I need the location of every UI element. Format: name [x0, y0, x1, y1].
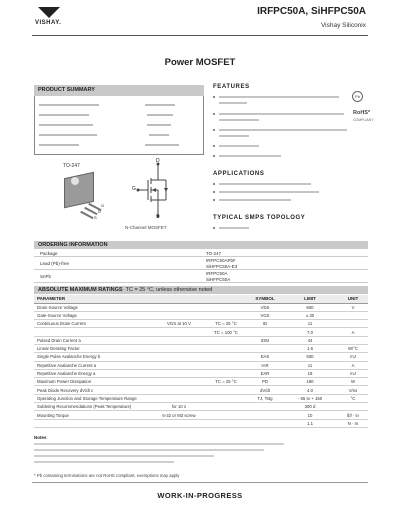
- amr-cell-parameter: Maximum Power Dissipation: [34, 378, 154, 386]
- amr-cell-unit: W/°C: [338, 344, 368, 352]
- page-title: Power MOSFET: [164, 57, 236, 68]
- footer-text: WORK-IN-PROGRESS: [157, 491, 243, 500]
- amr-cell-unit: °C: [338, 394, 368, 402]
- amr-cell-parameter: Linear Derating Factor: [34, 344, 154, 352]
- amr-cell-limit: 7.0: [282, 328, 338, 336]
- package-pin-s: S: [94, 215, 97, 220]
- amr-cell-unit: [338, 311, 368, 319]
- amr-row: [34, 419, 368, 427]
- amr-cell-unit: lbf · in: [338, 411, 368, 419]
- ordering-row-snpb: SnPb IRFPC50A SiHFPC50A: [34, 270, 368, 283]
- amr-cell-parameter: Gate-Source Voltage: [34, 311, 154, 319]
- part-number: IRFPC50A, SiHFPC50A: [257, 6, 366, 17]
- amr-cell-condition-2: [204, 411, 248, 419]
- amr-row: [34, 411, 368, 419]
- amr-cell-unit: V: [338, 303, 368, 311]
- amr-row: [34, 303, 368, 311]
- amr-cell-symbol: EAR: [248, 369, 282, 377]
- amr-cell-symbol: [248, 344, 282, 352]
- amr-cell-condition: [154, 378, 204, 386]
- amr-cell-parameter: [34, 328, 154, 336]
- amr-cell-symbol: [248, 328, 282, 336]
- amr-cell-condition: 6-32 or M3 screw: [154, 411, 204, 419]
- amr-cell-condition-2: TC = 25 °C: [204, 378, 248, 386]
- amr-cell-symbol: EAS: [248, 353, 282, 361]
- amr-row: [34, 311, 368, 319]
- rohs-compliant-label: COMPLIANT: [353, 118, 374, 122]
- amr-cell-symbol: IDM: [248, 336, 282, 344]
- features-title: FEATURES: [213, 84, 250, 90]
- ordering-row-package: Package TO-247: [34, 250, 368, 257]
- mosfet-label: N-Channel MOSFET: [125, 225, 167, 230]
- amr-row: [34, 336, 368, 344]
- amr-cell-parameter: Continuous Drain Current: [34, 320, 154, 328]
- rohs-badge: RoHS*: [353, 110, 371, 116]
- amr-col-limit: LIMIT: [282, 295, 338, 303]
- amr-cell-parameter: Single Pulse Avalanche Energy b: [34, 353, 154, 361]
- amr-cell-limit: 600: [282, 303, 338, 311]
- amr-cell-limit: 300 d: [282, 403, 338, 411]
- mosfet-pin-g: G: [132, 186, 136, 192]
- amr-cell-condition-2: [204, 336, 248, 344]
- amr-cell-limit: 10: [282, 411, 338, 419]
- amr-cell-unit: N · m: [338, 419, 368, 427]
- company-name: Vishay Siliconix: [320, 22, 366, 29]
- amr-cell-symbol: VGS: [248, 311, 282, 319]
- amr-cell-condition-2: [204, 353, 248, 361]
- package-mounting-hole: [71, 177, 79, 185]
- amr-cell-symbol: VDS: [248, 303, 282, 311]
- amr-cell-condition: [154, 394, 204, 402]
- amr-cell-limit: - 55 to + 150: [282, 394, 338, 402]
- applications-list: [213, 181, 343, 207]
- mosfet-pin-d: D: [156, 158, 160, 164]
- amr-cell-unit: A: [338, 328, 368, 336]
- amr-cell-unit: A: [338, 361, 368, 369]
- amr-cell-condition: VGS at 10 V: [154, 320, 204, 328]
- package-pin-d: D: [98, 209, 101, 214]
- amr-row: [34, 403, 368, 411]
- amr-cell-parameter: [34, 419, 154, 427]
- amr-cell-limit: 4.0: [282, 386, 338, 394]
- amr-col-unit: UNIT: [338, 295, 368, 303]
- amr-cell-symbol: IAR: [248, 361, 282, 369]
- amr-cell-condition-2: [204, 403, 248, 411]
- amr-row: [34, 378, 368, 386]
- ordering-title: ORDERING INFORMATION: [34, 241, 368, 249]
- amr-cell-symbol: [248, 411, 282, 419]
- amr-col-parameter: PARAMETER: [34, 295, 248, 303]
- amr-cell-limit: 1.6: [282, 344, 338, 352]
- features-list: [213, 93, 349, 163]
- amr-row: [34, 320, 368, 328]
- amr-row: [34, 353, 368, 361]
- amr-cell-condition: [154, 361, 204, 369]
- amr-cell-unit: W: [338, 378, 368, 386]
- amr-cell-condition-2: [204, 419, 248, 427]
- amr-cell-condition-2: [204, 386, 248, 394]
- amr-cell-symbol: ID: [248, 320, 282, 328]
- amr-cell-condition-2: [204, 311, 248, 319]
- amr-cell-condition-2: [204, 394, 248, 402]
- amr-cell-condition: for 10 s: [154, 403, 204, 411]
- topology-title: TYPICAL SMPS TOPOLOGY: [213, 215, 306, 221]
- amr-cell-parameter: Peak Diode Recovery dV/dt c: [34, 386, 154, 394]
- mosfet-pin-s: S: [156, 214, 160, 220]
- header-divider: [32, 35, 368, 36]
- amr-cell-condition: [154, 353, 204, 361]
- amr-cell-unit: mJ: [338, 353, 368, 361]
- amr-cell-condition: [154, 328, 204, 336]
- ordering-row-leadfree: Lead (Pb)-free IRFPC50APbF SiHFPC50A-E3: [34, 257, 368, 270]
- amr-title: ABSOLUTE MAXIMUM RATINGS TC = 25 °C, unless otherwise noted: [34, 286, 368, 294]
- amr-row: [34, 386, 368, 394]
- amr-cell-unit: mJ: [338, 369, 368, 377]
- amr-cell-symbol: [248, 419, 282, 427]
- amr-cell-limit: 1.1: [282, 419, 338, 427]
- amr-cell-parameter: Pulsed Drain Current a: [34, 336, 154, 344]
- amr-cell-condition: [154, 303, 204, 311]
- amr-cell-unit: V/ns: [338, 386, 368, 394]
- amr-cell-unit: [338, 403, 368, 411]
- amr-cell-parameter: Operating Junction and Storage Temperature Range: [34, 394, 154, 402]
- amr-cell-symbol: [248, 403, 282, 411]
- amr-cell-condition-2: TC = 100 °C: [204, 328, 248, 336]
- amr-cell-parameter: Repetitive Avalanche Current a: [34, 361, 154, 369]
- amr-cell-limit: 11: [282, 320, 338, 328]
- amr-cell-condition: [154, 336, 204, 344]
- vishay-logo-text: VISHAY.: [35, 20, 62, 26]
- amr-row: [34, 328, 368, 336]
- pb-note: * Pb containing terminations are not RoHS compliant, exemptions may apply: [34, 473, 180, 478]
- amr-cell-unit: [338, 320, 368, 328]
- footer-divider: [32, 482, 368, 483]
- amr-cell-parameter: Drain-Source Voltage: [34, 303, 154, 311]
- amr-cell-limit: ± 30: [282, 311, 338, 319]
- amr-cell-unit: [338, 336, 368, 344]
- notes-title: Notes: [34, 435, 47, 440]
- pb-free-icon: Pb: [352, 91, 363, 102]
- amr-cell-condition: [154, 344, 204, 352]
- amr-cell-limit: 18: [282, 369, 338, 377]
- package-label: TO-247: [63, 163, 80, 169]
- amr-cell-limit: 44: [282, 336, 338, 344]
- amr-row: [34, 344, 368, 352]
- amr-cell-limit: 180: [282, 378, 338, 386]
- amr-cell-condition-2: TC = 25 °C: [204, 320, 248, 328]
- amr-cell-condition-2: [204, 369, 248, 377]
- amr-cell-condition: [154, 419, 204, 427]
- amr-cell-symbol: dV/dt: [248, 386, 282, 394]
- amr-cell-limit: 930: [282, 353, 338, 361]
- amr-cell-condition-2: [204, 344, 248, 352]
- amr-cell-condition: [154, 386, 204, 394]
- amr-cell-parameter: Soldering Recommendations (Peak Temperature): [34, 403, 154, 411]
- amr-cell-symbol: PD: [248, 378, 282, 386]
- amr-cell-symbol: TJ, Tstg: [248, 394, 282, 402]
- amr-cell-parameter: Repetitive Avalanche Energy a: [34, 369, 154, 377]
- amr-table: [34, 295, 368, 428]
- amr-col-symbol: SYMBOL: [248, 295, 282, 303]
- amr-row: [34, 369, 368, 377]
- applications-title: APPLICATIONS: [213, 171, 265, 177]
- amr-row: [34, 361, 368, 369]
- amr-cell-limit: 11: [282, 361, 338, 369]
- amr-cell-condition: [154, 311, 204, 319]
- amr-cell-condition-2: [204, 303, 248, 311]
- product-summary-title: PRODUCT SUMMARY: [34, 85, 204, 96]
- amr-cell-condition: [154, 369, 204, 377]
- amr-cell-condition-2: [204, 361, 248, 369]
- topology-list: [213, 225, 273, 231]
- package-pin-g: G: [101, 203, 105, 208]
- vishay-logo-icon: [38, 7, 60, 18]
- amr-row: [34, 394, 368, 402]
- amr-cell-parameter: Mounting Torque: [34, 411, 154, 419]
